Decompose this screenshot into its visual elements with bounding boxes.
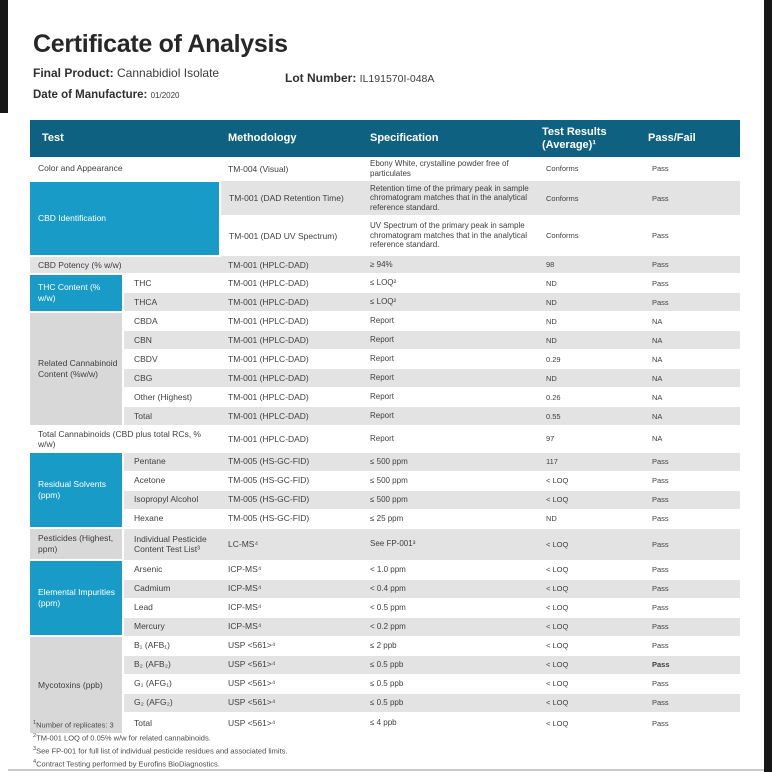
passfail-cell: Pass — [640, 216, 740, 256]
subtest-cell: Arsenic — [123, 560, 220, 579]
test-group-cell: Elemental Impurities (ppm) — [30, 560, 123, 636]
subtest-cell: Isopropyl Alcohol — [123, 490, 220, 509]
footnote-text: Number of replicates: 3 — [36, 720, 114, 730]
specification-cell: Report — [362, 331, 534, 350]
table-row — [30, 312, 740, 331]
passfail-cell: Pass — [640, 560, 740, 579]
specification-cell: UV Spectrum of the primary peak in sample chromatogram matches that in the analytical reference standard. — [362, 216, 534, 256]
footnote — [33, 733, 288, 743]
specification-cell: Report — [362, 350, 534, 369]
methodology-cell: TM-005 (HS-GC-FID) — [220, 490, 362, 509]
passfail-cell: Pass — [640, 452, 740, 471]
table-row — [30, 256, 740, 274]
methodology-cell: TM-001 (HPLC-DAD) — [220, 274, 362, 293]
specification-cell: See FP-001³ — [362, 528, 534, 560]
methodology-cell: TM-004 (Visual) — [220, 157, 362, 181]
methodology-cell: ICP-MS⁴ — [220, 598, 362, 617]
specification-cell: ≤ 0.5 ppb — [362, 674, 534, 693]
subtest-cell: G₁ (AFG₁) — [123, 674, 220, 693]
specification-cell: ≤ 4 ppb — [362, 712, 534, 734]
passfail-cell: NA — [640, 312, 740, 331]
methodology-cell: TM-001 (HPLC-DAD) — [220, 350, 362, 369]
table-row — [30, 693, 740, 712]
methodology-cell: USP <561>⁴ — [220, 693, 362, 712]
result-cell: < LOQ — [534, 693, 640, 712]
methodology-cell: TM-001 (DAD Retention Time) — [220, 181, 362, 216]
specification-cell: < 1.0 ppm — [362, 560, 534, 579]
specification-cell: ≤ LOQ² — [362, 274, 534, 293]
table-row — [30, 636, 740, 655]
final-product-value: Cannabidiol Isolate — [117, 66, 220, 80]
result-cell: Conforms — [534, 216, 640, 256]
lot-number-label: Lot Number: — [285, 71, 357, 85]
subtest-cell: Lead — [123, 598, 220, 617]
test-group-cell: Related Cannabinoid Content (%w/w) — [30, 312, 123, 426]
result-cell: ND — [534, 369, 640, 388]
table-row — [30, 598, 740, 617]
table-row — [30, 471, 740, 490]
table-row — [30, 157, 740, 181]
test-name-cell: Color and Appearance — [30, 157, 220, 181]
methodology-cell: TM-001 (HPLC-DAD) — [220, 388, 362, 407]
result-cell: < LOQ — [534, 636, 640, 655]
table-row — [30, 350, 740, 369]
specification-cell: < 0.2 ppm — [362, 617, 534, 636]
specification-cell: ≤ 500 ppm — [362, 471, 534, 490]
table-row — [30, 674, 740, 693]
coa-table-wrap — [30, 120, 740, 735]
footnote-sup: 2 — [33, 732, 37, 739]
passfail-cell: Pass — [640, 490, 740, 509]
specification-cell: ≤ 0.5 ppb — [362, 693, 534, 712]
passfail-cell: Pass — [640, 274, 740, 293]
subtest-cell: CBN — [123, 331, 220, 350]
specification-cell: Report — [362, 407, 534, 426]
final-product-label: Final Product: — [33, 66, 114, 80]
footnote-sup: 3 — [33, 745, 37, 752]
passfail-cell: Pass — [640, 655, 740, 674]
table-row — [30, 181, 740, 216]
lot-number-value: IL191570I-048A — [359, 73, 435, 85]
passfail-cell: NA — [640, 369, 740, 388]
result-cell: < LOQ — [534, 598, 640, 617]
passfail-cell: Pass — [640, 256, 740, 274]
passfail-cell: NA — [640, 350, 740, 369]
specification-cell: Report — [362, 369, 534, 388]
methodology-cell: TM-001 (HPLC-DAD) — [220, 331, 362, 350]
col-header-test: Test — [30, 120, 220, 157]
table-row — [30, 452, 740, 471]
subtest-cell: CBDV — [123, 350, 220, 369]
result-cell: < LOQ — [534, 579, 640, 598]
subtest-cell: CBDA — [123, 312, 220, 331]
methodology-cell: TM-005 (HS-GC-FID) — [220, 471, 362, 490]
col-header-specification: Specification — [362, 120, 534, 157]
result-cell: ND — [534, 509, 640, 528]
methodology-cell: USP <561>⁴ — [220, 655, 362, 674]
passfail-cell: Pass — [640, 471, 740, 490]
subtest-cell: Mercury — [123, 617, 220, 636]
footnote — [33, 720, 288, 730]
table-row — [30, 617, 740, 636]
result-cell: ND — [534, 274, 640, 293]
subtest-cell: B₁ (AFB₁) — [123, 636, 220, 655]
result-cell: Conforms — [534, 157, 640, 181]
test-name-cell: CBD Potency (% w/w) — [30, 256, 220, 274]
passfail-cell: Pass — [640, 693, 740, 712]
footnote-text: TM-001 LOQ of 0.05% w/w for related cannabinoids. — [36, 733, 211, 743]
lot-number-field — [285, 71, 434, 85]
table-row — [30, 426, 740, 452]
passfail-cell: Pass — [640, 674, 740, 693]
footnote — [33, 746, 288, 756]
col-header-methodology: Methodology — [220, 120, 362, 157]
specification-cell: Report — [362, 312, 534, 331]
passfail-cell: NA — [640, 426, 740, 452]
footnotes — [33, 720, 288, 772]
methodology-cell: TM-001 (HPLC-DAD) — [220, 293, 362, 312]
result-cell: 117 — [534, 452, 640, 471]
specification-cell: ≤ 500 ppm — [362, 452, 534, 471]
result-cell: ND — [534, 331, 640, 350]
result-cell: < LOQ — [534, 655, 640, 674]
methodology-cell: TM-001 (HPLC-DAD) — [220, 426, 362, 452]
result-cell: ND — [534, 312, 640, 331]
passfail-cell: Pass — [640, 181, 740, 216]
specification-cell: ≤ LOQ² — [362, 293, 534, 312]
result-cell: < LOQ — [534, 471, 640, 490]
date-of-manufacture-field — [33, 89, 180, 101]
methodology-cell: USP <561>⁴ — [220, 674, 362, 693]
subtest-cell: Total — [123, 407, 220, 426]
footnote — [33, 759, 288, 769]
methodology-cell: ICP-MS⁴ — [220, 579, 362, 598]
subtest-cell: Hexane — [123, 509, 220, 528]
table-header-row — [30, 120, 740, 157]
result-cell: < LOQ — [534, 560, 640, 579]
passfail-cell: Pass — [640, 579, 740, 598]
left-edge-bar — [0, 0, 8, 113]
table-row — [30, 331, 740, 350]
subtest-cell: G₂ (AFG₂) — [123, 693, 220, 712]
methodology-cell: LC-MS⁴ — [220, 528, 362, 560]
passfail-cell: Pass — [640, 712, 740, 734]
methodology-cell: TM-001 (HPLC-DAD) — [220, 312, 362, 331]
table-row — [30, 490, 740, 509]
passfail-cell: Pass — [640, 636, 740, 655]
passfail-cell: NA — [640, 407, 740, 426]
methodology-cell: TM-001 (DAD UV Spectrum) — [220, 216, 362, 256]
passfail-cell: Pass — [640, 528, 740, 560]
methodology-cell: ICP-MS⁴ — [220, 617, 362, 636]
specification-cell: ≤ 0.5 ppb — [362, 655, 534, 674]
subtest-cell: Acetone — [123, 471, 220, 490]
specification-cell: Retention time of the primary peak in sample chromatogram matches that in the analytical reference standard. — [362, 181, 534, 216]
test-group-cell: CBD Identification — [30, 181, 220, 256]
table-row — [30, 655, 740, 674]
footnote-sup: 4 — [33, 758, 37, 765]
specification-cell: ≤ 500 ppm — [362, 490, 534, 509]
coa-table — [30, 120, 740, 735]
specification-cell: ≤ 25 ppm — [362, 509, 534, 528]
subtest-cell: CBG — [123, 369, 220, 388]
methodology-cell: TM-005 (HS-GC-FID) — [220, 452, 362, 471]
specification-cell: Report — [362, 426, 534, 452]
table-row — [30, 407, 740, 426]
table-row — [30, 293, 740, 312]
subtest-cell: Pentane — [123, 452, 220, 471]
footnote-text: See FP-001 for full list of individual pesticide residues and associated limits. — [36, 746, 288, 756]
table-row — [30, 388, 740, 407]
specification-cell: < 0.5 ppm — [362, 598, 534, 617]
result-cell: Conforms — [534, 181, 640, 216]
methodology-cell: TM-005 (HS-GC-FID) — [220, 509, 362, 528]
passfail-cell: NA — [640, 388, 740, 407]
result-cell: < LOQ — [534, 528, 640, 560]
passfail-cell: NA — [640, 331, 740, 350]
result-cell: 0.55 — [534, 407, 640, 426]
test-group-cell: Residual Solvents (ppm) — [30, 452, 123, 528]
date-of-manufacture-value: 01/2020 — [150, 91, 180, 100]
table-row — [30, 560, 740, 579]
specification-cell: Ebony White, crystalline powder free of particulates — [362, 157, 534, 181]
result-cell: < LOQ — [534, 712, 640, 734]
result-cell: 97 — [534, 426, 640, 452]
specification-cell: ≥ 94% — [362, 256, 534, 274]
test-name-cell: Total Cannabinoids (CBD plus total RCs, % w/w) — [30, 426, 220, 452]
result-cell: 0.26 — [534, 388, 640, 407]
final-product-field — [33, 66, 219, 80]
table-row — [30, 274, 740, 293]
methodology-cell: TM-001 (HPLC-DAD) — [220, 407, 362, 426]
passfail-cell: Pass — [640, 509, 740, 528]
result-cell: 98 — [534, 256, 640, 274]
subtest-cell: Cadmium — [123, 579, 220, 598]
result-cell: < LOQ — [534, 490, 640, 509]
result-cell: < LOQ — [534, 674, 640, 693]
result-cell: ND — [534, 293, 640, 312]
test-group-cell: THC Content (% w/w) — [30, 274, 123, 312]
passfail-cell: Pass — [640, 617, 740, 636]
footnote-text: Contract Testing performed by Eurofins BioDiagnostics. — [36, 759, 220, 769]
result-cell: 0.29 — [534, 350, 640, 369]
subtest-cell: THC — [123, 274, 220, 293]
date-of-manufacture-label: Date of Manufacture: — [33, 89, 148, 101]
subtest-cell: Total — [123, 712, 220, 734]
methodology-cell: USP <561>⁴ — [220, 712, 362, 734]
subtest-cell: Individual Pesticide Content Test List³ — [123, 528, 220, 560]
passfail-cell: Pass — [640, 293, 740, 312]
specification-cell: Report — [362, 388, 534, 407]
methodology-cell: USP <561>⁴ — [220, 636, 362, 655]
col-header-pass-fail: Pass/Fail — [640, 120, 740, 157]
subtest-cell: B₂ (AFB₂) — [123, 655, 220, 674]
methodology-cell: TM-001 (HPLC-DAD) — [220, 369, 362, 388]
test-group-cell: Mycotoxins (ppb) — [30, 636, 123, 734]
right-edge-bar — [764, 0, 772, 772]
methodology-cell: ICP-MS⁴ — [220, 560, 362, 579]
table-row — [30, 509, 740, 528]
passfail-cell: Pass — [640, 598, 740, 617]
table-row — [30, 528, 740, 560]
specification-cell: < 0.4 ppm — [362, 579, 534, 598]
passfail-cell: Pass — [640, 157, 740, 181]
page-title: Certificate of Analysis — [33, 30, 288, 58]
result-cell: < LOQ — [534, 617, 640, 636]
subtest-cell: Other (Highest) — [123, 388, 220, 407]
table-row — [30, 369, 740, 388]
subtest-cell: THCA — [123, 293, 220, 312]
test-group-cell: Pesticides (Highest, ppm) — [30, 528, 123, 560]
methodology-cell: TM-001 (HPLC-DAD) — [220, 256, 362, 274]
specification-cell: ≤ 2 ppb — [362, 636, 534, 655]
col-header-test-results: Test Results (Average)¹ — [534, 120, 640, 157]
table-row — [30, 579, 740, 598]
footnote-sup: 1 — [33, 720, 37, 726]
